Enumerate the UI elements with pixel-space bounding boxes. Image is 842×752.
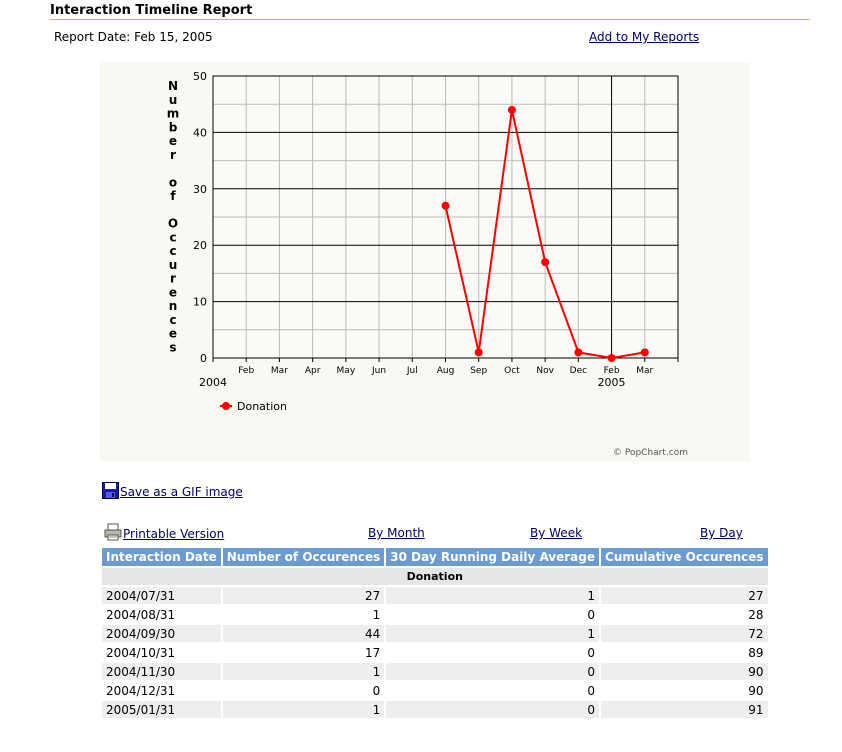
y-tick-label: 20 [193, 239, 207, 253]
data-point [608, 354, 616, 362]
table-row [102, 625, 768, 642]
x-tick-label: Oct [504, 366, 520, 376]
y-tick-label: 30 [193, 182, 207, 196]
cell-date: 2005/01/31 [102, 701, 221, 718]
report-date: Report Date: Feb 15, 2005 [54, 30, 213, 44]
cell-occurences: 27 [223, 587, 385, 604]
cell-occurences: 17 [223, 644, 385, 661]
cell-date: 2004/10/31 [102, 644, 221, 661]
printer-icon[interactable] [104, 523, 122, 544]
cell-occurences: 44 [223, 625, 385, 642]
col-number-of-occurences: Number of Occurences [223, 548, 385, 566]
cell-date: 2004/08/31 [102, 606, 221, 623]
group-row [102, 568, 768, 585]
x-tick-label: Feb [603, 366, 620, 376]
data-point [574, 348, 582, 356]
occurrences-table [100, 546, 770, 720]
year-label: 2005 [597, 376, 626, 389]
x-tick-label: May [336, 366, 356, 376]
table-row [102, 682, 768, 699]
title-divider [50, 19, 810, 20]
x-tick-label: Dec [569, 366, 588, 376]
y-tick-label: 50 [193, 70, 207, 83]
cell-average: 0 [386, 606, 599, 623]
x-tick-label: Mar [270, 366, 288, 376]
table-row [102, 701, 768, 718]
chart-credit: © PopChart.com [612, 448, 688, 458]
cell-date: 2004/12/31 [102, 682, 221, 699]
cell-cumulative: 90 [601, 663, 768, 680]
cell-cumulative: 90 [601, 682, 768, 699]
x-tick-label: Apr [304, 366, 321, 376]
x-tick-label: Sep [470, 366, 488, 376]
y-tick-label: 40 [193, 126, 207, 140]
y-axis-title: N u m b e r o f O c c u r e n c e s [166, 79, 180, 355]
save-as-gif-link[interactable]: Save as a GIF image [120, 485, 243, 499]
cell-date: 2004/07/31 [102, 587, 221, 604]
cell-occurences: 1 [223, 701, 385, 718]
by-week-link[interactable]: By Week [530, 526, 583, 540]
cell-cumulative: 28 [601, 606, 768, 623]
data-point [641, 348, 649, 356]
table-row [102, 644, 768, 661]
chart-panel [100, 62, 750, 462]
cell-cumulative: 27 [601, 587, 768, 604]
group-label: Donation [102, 568, 768, 585]
x-tick-label: Feb [238, 366, 255, 376]
data-point [541, 258, 549, 266]
data-point [475, 348, 483, 356]
timeline-chart [100, 62, 750, 462]
col-cumulative: Cumulative Occurences [601, 548, 768, 566]
x-tick-label: Jun [372, 366, 387, 376]
cell-average: 0 [386, 663, 599, 680]
y-tick-label: 0 [200, 352, 207, 365]
table-row [102, 587, 768, 604]
by-month-link[interactable]: By Month [368, 526, 425, 540]
table-row [102, 606, 768, 623]
cell-average: 0 [386, 644, 599, 661]
x-tick-label: Nov [536, 366, 554, 376]
data-point [508, 106, 516, 114]
table-header-row [102, 548, 768, 566]
add-to-my-reports-link[interactable]: Add to My Reports [589, 30, 700, 44]
cell-average: 0 [386, 682, 599, 699]
x-tick-label: Jul [406, 366, 418, 376]
floppy-disk-icon[interactable] [102, 482, 119, 502]
cell-cumulative: 72 [601, 625, 768, 642]
cell-occurences: 0 [223, 682, 385, 699]
cell-average: 1 [386, 625, 599, 642]
legend-marker [222, 402, 230, 410]
col-running-average: 30 Day Running Daily Average [386, 548, 599, 566]
cell-occurences: 1 [223, 606, 385, 623]
table-row [102, 663, 768, 680]
y-tick-label: 10 [193, 295, 207, 309]
year-label: 2004 [199, 376, 227, 389]
cell-date: 2004/09/30 [102, 625, 221, 642]
x-tick-label: Aug [436, 366, 455, 376]
by-day-link[interactable]: By Day [700, 526, 743, 540]
cell-cumulative: 89 [601, 644, 768, 661]
printable-version-link[interactable]: Printable Version [123, 527, 225, 541]
cell-average: 1 [386, 587, 599, 604]
data-point [442, 202, 450, 210]
cell-average: 0 [386, 701, 599, 718]
page-title: Interaction Timeline Report [50, 3, 253, 18]
x-tick-label: Mar [636, 366, 654, 376]
legend-label: Donation [237, 400, 287, 413]
cell-occurences: 1 [223, 663, 385, 680]
cell-date: 2004/11/30 [102, 663, 221, 680]
cell-cumulative: 91 [601, 701, 768, 718]
col-interaction-date: Interaction Date [102, 548, 221, 566]
